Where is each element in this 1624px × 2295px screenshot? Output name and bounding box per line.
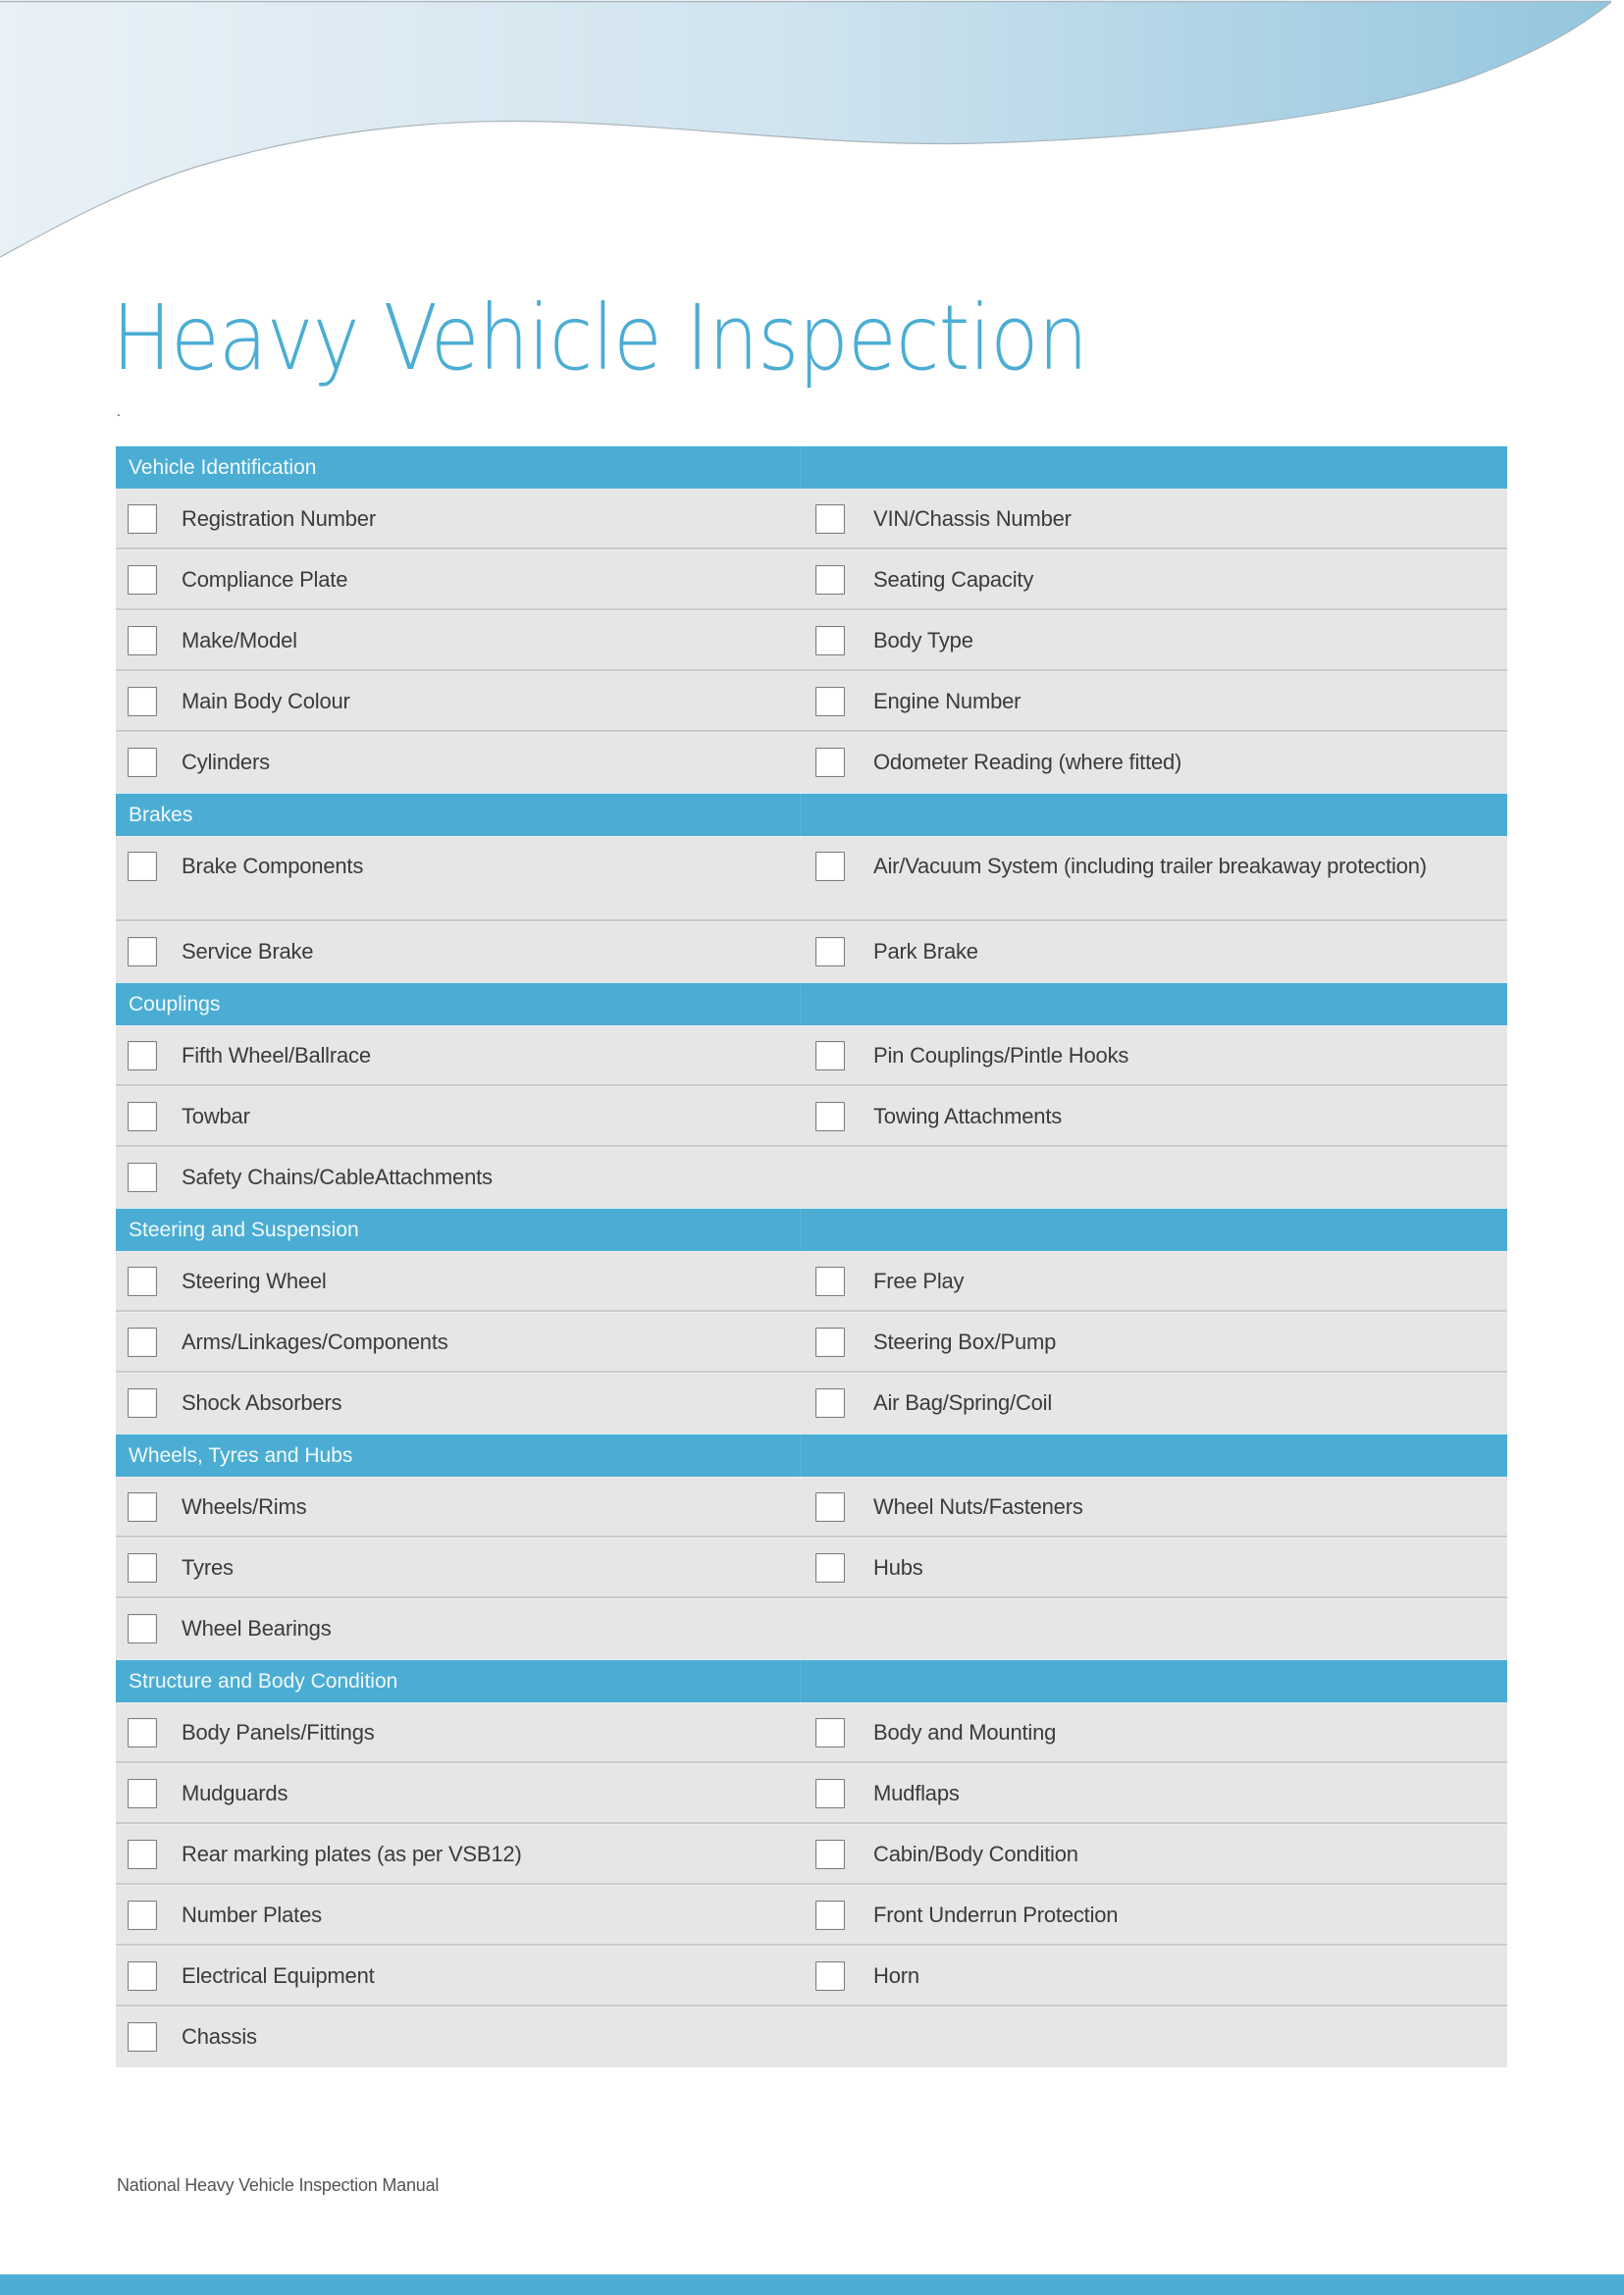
checkbox[interactable] [815,1328,845,1357]
item-label: Mudguards [182,1781,288,1805]
checklist-item[interactable] [801,1251,1507,1310]
checklist-row [116,2007,1507,2067]
checklist-item[interactable] [116,1251,801,1310]
section-header-spacer [801,794,1507,836]
section-title: Steering and Suspension [116,1209,801,1251]
checklist-row [116,1538,1507,1598]
item-label: Cabin/Body Condition [873,1842,1078,1866]
checklist-item[interactable] [116,1702,801,1761]
item-label: Main Body Colour [182,689,350,713]
section-header-spacer [801,1660,1507,1702]
empty-cell [801,2007,1507,2067]
checklist-item[interactable] [801,549,1507,608]
checklist-item[interactable] [801,1538,1507,1596]
checklist-item[interactable] [116,1824,801,1883]
checkbox[interactable] [815,937,845,966]
checklist-row [116,1702,1507,1763]
checkbox[interactable] [815,1388,845,1418]
checklist-item[interactable] [801,1824,1507,1883]
checklist-item[interactable] [116,1885,801,1944]
checklist-row [116,549,1507,610]
checkbox[interactable] [128,504,157,534]
item-label: Shock Absorbers [182,1390,342,1415]
footer-text: National Heavy Vehicle Inspection Manual [117,2175,440,2195]
checklist-row [116,732,1507,793]
checklist-item[interactable] [801,1025,1507,1084]
checkbox[interactable] [815,565,845,595]
checklist-row [116,836,1507,921]
checkbox[interactable] [128,1840,157,1869]
item-label: VIN/Chassis Number [873,506,1072,531]
checkbox[interactable] [815,1267,845,1296]
checklist-item[interactable] [116,671,801,730]
section-header-brakes [116,793,1507,836]
checkbox[interactable] [128,1718,157,1747]
checklist-item[interactable] [116,1373,801,1434]
checkbox[interactable] [128,1041,157,1070]
item-label: Fifth Wheel/Ballrace [182,1043,371,1068]
item-label: Electrical Equipment [182,1963,375,1988]
item-label: Body Panels/Fittings [182,1720,375,1745]
checklist-item[interactable] [116,1477,801,1536]
checklist-item[interactable] [116,489,801,548]
checklist-item[interactable] [801,489,1507,548]
section-header-spacer [801,446,1507,489]
checklist-item[interactable] [116,921,801,982]
checkbox[interactable] [815,748,845,777]
header-wave-decoration [0,0,1624,285]
checklist-row [116,1824,1507,1885]
item-label: Tyres [182,1555,234,1580]
section-title: Couplings [116,983,801,1025]
checkbox[interactable] [815,852,845,881]
section-header-spacer [801,1209,1507,1251]
item-label: Steering Box/Pump [873,1330,1057,1354]
checklist-item[interactable] [116,1147,801,1208]
bottom-accent-bar [0,2274,1624,2295]
item-label: Number Plates [182,1903,322,1927]
item-label: Park Brake [873,939,978,964]
checkbox[interactable] [815,687,845,716]
item-label: Wheels/Rims [182,1494,307,1519]
empty-cell [801,1598,1507,1659]
checkbox[interactable] [128,1492,157,1522]
checklist-item[interactable] [116,1312,801,1371]
checklist-row [116,1477,1507,1538]
checklist-row [116,1946,1507,2007]
checkbox[interactable] [128,1267,157,1296]
checklist-row [116,489,1507,549]
section-header-spacer [801,983,1507,1025]
checklist-row [116,671,1507,732]
checkbox[interactable] [128,852,157,881]
checklist-item[interactable] [801,1763,1507,1822]
checkbox[interactable] [815,504,845,534]
checkbox[interactable] [815,1961,845,1991]
item-label: Air/Vacuum System (including trailer breakaway protection) [873,854,1427,878]
checklist-row [116,1147,1507,1208]
empty-cell [801,1147,1507,1208]
checkbox[interactable] [128,937,157,966]
item-label: Service Brake [182,939,314,964]
checklist-item[interactable] [116,1946,801,2005]
checkbox[interactable] [128,1779,157,1808]
checkbox[interactable] [128,626,157,655]
checkbox[interactable] [815,1492,845,1522]
item-label: Brake Components [182,854,364,878]
checklist-row [116,1312,1507,1373]
item-label: Mudflaps [873,1781,960,1805]
checkbox[interactable] [815,1901,845,1930]
item-label: Towbar [182,1104,250,1128]
checklist-item[interactable] [801,921,1507,982]
checklist-item[interactable] [116,1763,801,1822]
checklist-item[interactable] [801,671,1507,730]
checklist-item[interactable] [116,549,801,608]
checkbox[interactable] [128,1961,157,1991]
item-label: Body and Mounting [873,1720,1057,1745]
item-label: Front Underrun Protection [873,1903,1119,1927]
checkbox[interactable] [815,626,845,655]
checklist-item[interactable] [116,610,801,669]
item-label: Air Bag/Spring/Coil [873,1390,1053,1415]
item-label: Chassis [182,2024,257,2049]
item-label: Odometer Reading (where fitted) [873,750,1182,774]
item-label: Make/Model [182,628,297,652]
item-label: Wheel Bearings [182,1616,332,1641]
section-header-vehicle-identification [116,445,1507,489]
item-label: Hubs [873,1555,923,1580]
checklist-item[interactable] [116,1086,801,1145]
checklist-item[interactable] [801,1702,1507,1761]
section-header-couplings [116,982,1507,1025]
item-label: Cylinders [182,750,270,774]
checklist-item[interactable] [801,1373,1507,1434]
checkbox[interactable] [128,1614,157,1643]
checklist-row [116,610,1507,671]
item-label: Horn [873,1963,919,1988]
item-label: Free Play [873,1269,965,1293]
checklist-row [116,1598,1507,1659]
checkbox[interactable] [815,1102,845,1131]
checkbox[interactable] [128,1553,157,1583]
checklist-item[interactable] [801,732,1507,793]
item-label: Safety Chains/CableAttachments [182,1165,493,1189]
section-header-steering-suspension [116,1208,1507,1251]
checkbox[interactable] [128,1901,157,1930]
checkbox[interactable] [128,687,157,716]
checklist-item[interactable] [801,1885,1507,1944]
checklist-item[interactable] [801,1086,1507,1145]
item-label: Registration Number [182,506,376,531]
checkbox[interactable] [815,1718,845,1747]
checkbox[interactable] [128,748,157,777]
section-title: Brakes [116,794,801,836]
checklist-row [116,1025,1507,1086]
checklist-row [116,1086,1507,1147]
item-label: Steering Wheel [182,1269,327,1293]
item-label: Pin Couplings/Pintle Hooks [873,1043,1129,1068]
section-header-structure-body [116,1659,1507,1702]
checklist-item[interactable] [116,1025,801,1084]
checklist-item[interactable] [116,1538,801,1596]
checklist-item[interactable] [116,2007,801,2067]
checkbox[interactable] [815,1840,845,1869]
inspection-checklist [116,445,1507,2067]
checklist-item[interactable] [801,1477,1507,1536]
section-title: Structure and Body Condition [116,1660,801,1702]
checkbox[interactable] [128,2022,157,2052]
checklist-item[interactable] [801,610,1507,669]
checklist-item[interactable] [116,732,801,793]
checklist-item[interactable] [801,836,1507,919]
checkbox[interactable] [815,1779,845,1808]
item-label: Wheel Nuts/Fasteners [873,1494,1083,1519]
checklist-item[interactable] [801,1312,1507,1371]
checklist-row [116,1373,1507,1434]
checkbox[interactable] [128,1388,157,1418]
checkbox[interactable] [128,1102,157,1131]
item-label: Seating Capacity [873,567,1034,592]
item-label: Body Type [873,628,973,652]
page-title: Heavy Vehicle Inspection [112,286,1088,391]
item-label: Arms/Linkages/Components [182,1330,448,1354]
checklist-row [116,921,1507,982]
checkbox[interactable] [128,1328,157,1357]
title-dot: . [117,403,121,419]
checkbox[interactable] [128,565,157,595]
section-header-wheels-tyres-hubs [116,1434,1507,1477]
checklist-item[interactable] [801,1946,1507,2005]
checklist-item[interactable] [116,836,801,919]
item-label: Compliance Plate [182,567,348,592]
section-title: Vehicle Identification [116,446,801,489]
checklist-item[interactable] [116,1598,801,1659]
checklist-row [116,1885,1507,1946]
section-title: Wheels, Tyres and Hubs [116,1434,801,1477]
item-label: Towing Attachments [873,1104,1063,1128]
item-label: Rear marking plates (as per VSB12) [182,1842,522,1866]
checkbox[interactable] [815,1553,845,1583]
checkbox[interactable] [128,1163,157,1192]
checkbox[interactable] [815,1041,845,1070]
item-label: Engine Number [873,689,1022,713]
section-header-spacer [801,1434,1507,1477]
checklist-row [116,1763,1507,1824]
checklist-row [116,1251,1507,1312]
